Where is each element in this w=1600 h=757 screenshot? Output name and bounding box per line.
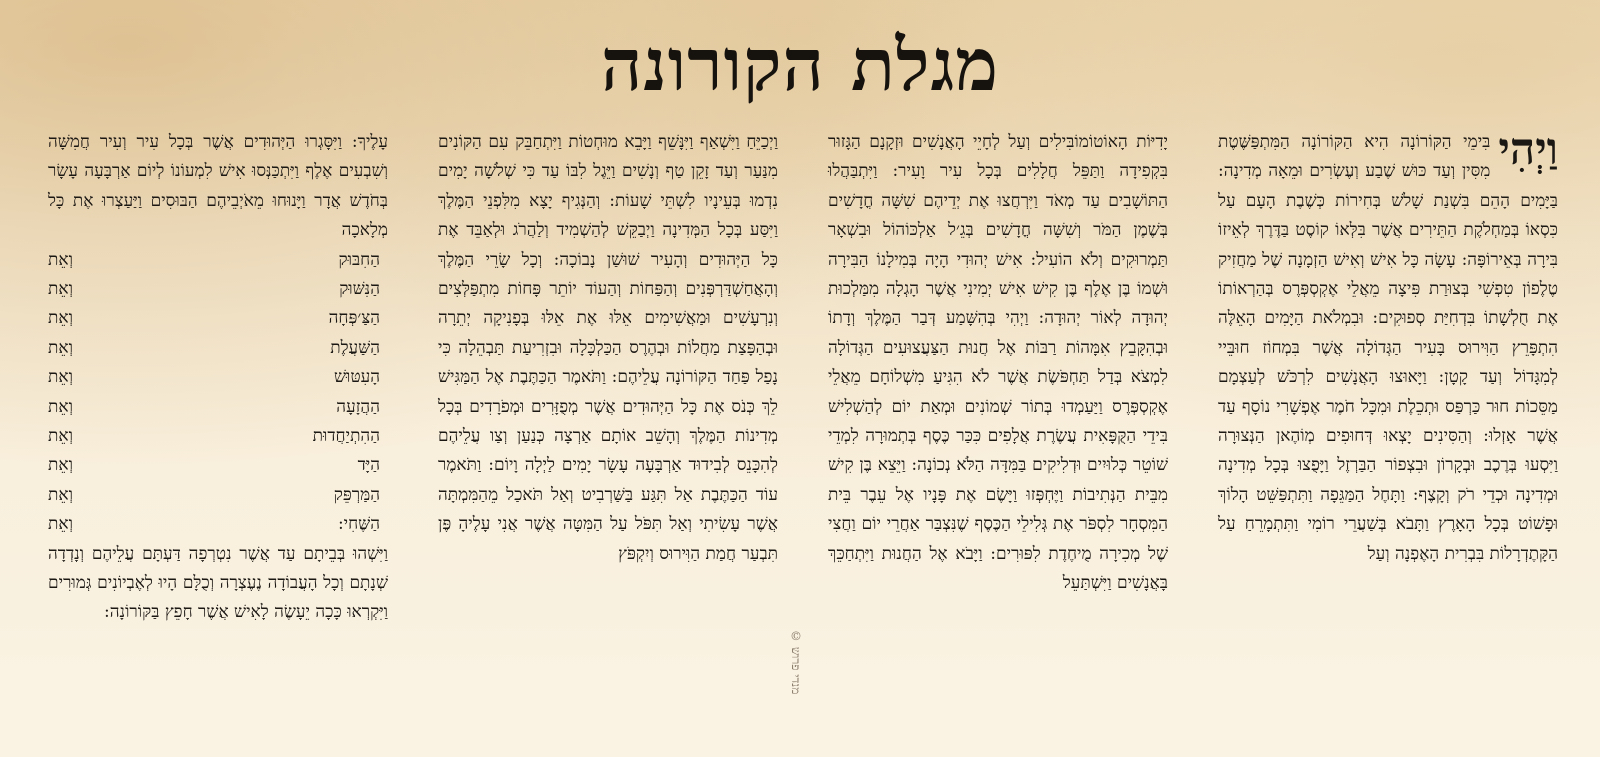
column-1-text: בִּימֵי הַקּוֹרוֹנָה הִיא הַקּוֹרוֹנָה הַמִּתְפַּשֶּׁטֶת מִסִּין וְעַד כּוּשׁ שֶׁבַע וְעֶשְׂרִים וּמֵאָה מְדִינָה: בַּיָּמִים הָהֵם בִּשְׁנַת שָׁלֹשׁ בְּחִירוֹת כְּשֶׁבֶת הָעָם עַל כִּסְאוֹ בְּמַחְלֹקֶת הַתֵּירִים אֲשֶׁר בִּלְּאוֹ קוֹסֶט בַּדֶּרֶךְ לְאֵיזוֹ בִּירָה בְּאֵירוֹפָּה: עָשָׂה כָּל אִישׁ וְאִישׁ הַזְמָנָה שֶׁל מַחֲזִיק טֶלֶפוֹן טִפְשִׁי בְּצוּרַת פִּיצָה מֵאֲלֵי אֶקְסְפְּרֶס בְּהַרְאוֹתוֹ אֶת חֻלְשָׁתוֹ בִּדְחִיַּת סְפוּקִים: וּבִמְלֹאת הַיָּמִים הָאֵלֶּה הִתְפָּרֵץ הַוִּירוּס בָּעִיר הַגְּדוֹלָה אֲשֶׁר בִּמְחוֹז חוּבֵּיי לְמִגָּדוֹל וְעַד קָטָן: וַיָּאוּצוּ הָאֲנָשִׁים לִרְכֹּשׁ לְעַצְמָם מַסֵּכוֹת חוּר כַּרְפַּס וּתְכֵלֶת וּמִכָּל חֹמֶר אֶפְשָׁרִי נוֹסָף עַד אֲשֶׁר אָזְלוּ: וְהַסִּינִים יָצְאוּ דְּחוּפִים מְוֹהֶאן הַנְּצוּרָה וַיִּסְעוּ בְּרֶכֶב וּבְקָרוֹן וּבִצְפוֹר הַבַּרְזֶל וַיָּפֻצוּ בְּכָל מְדִינָה וּמְדִינָה וּכְדֵי רֹק וְקָצֶף: וַתָּחֶל הַמַּגֵּפָה וַתִּתְפַּשֵּׁט הָלוֹךְ וּפָשׁוֹט בְּכָל הָאָרֶץ וַתָּבֹא בְּשַׁעֲרֵי רוֹמִי וַתִּתְמָרֵחַ עַל הַקָּתֶדְרָלוֹת בִּבְרִית הָאֶפְנָה וְעַל xyxy=(1218,132,1558,564)
page-title: מגלת הקורונה xyxy=(600,22,1000,107)
list-item: הַמַּרְפֵּק וְאֵת xyxy=(48,484,380,505)
list-item: הַנִּשּׁוּק וְאֵת xyxy=(48,279,380,300)
list-item: הַשֶּׁחִי: וְאֵת xyxy=(48,514,380,535)
list-item: הַהִתְיַחֲדוּת וְאֵת xyxy=(48,425,380,446)
artist-credit: מנדי פרוש © xyxy=(789,629,803,695)
column-4-text-bottom: וַיִּשְׁהוּ בְּבֵיתָם עַד אֲשֶׁר נִטְרְפָה דַּעְתָּם עֲלֵיהֶם וְנָדְדָה שְׁנָתָם וְכָל הָעֲבוֹדָה נֶעֶצְרָה וְכֻלָּם הָיוּ לְאֶבְיוֹנִים גְּמוּרִים וַיִּקְרְאוּ כָּכָה יֵעָשֶׂה לָאִישׁ אֲשֶׁר חָפֵץ בַּקּוֹרוֹנָה: xyxy=(48,543,388,623)
list-item: הַיָּד וְאֵת xyxy=(48,455,380,476)
text-column-1 xyxy=(1218,124,1558,569)
column-2-text: יָדִיּוֹת הָאוֹטוֹמוֹבִּילִים וְעַל לְחָיֵי הָאֲנָשִׁים וּזְקָנָם הַגָּזוּר בִּקְפִידָה וַתַּפֵּל חֲלָלִים בְּכָל עִיר וָעִיר: וַיִּתְבַּהֲלוּ הַתּוֹשָׁבִים עַד מְאֹד וַיִּרְחֲצוּ אֶת יְדֵיהֶם שִׁשָּׁה חֳדָשִׁים בְּשֶׁמֶן הַמֹּר וְשִׁשָּׁה חֳדָשִׁים בְּגֵ׳ל אַלְכּוֹהוֹל וּבִשְׁאָר תַּמְרוּקִים וְלֹא הוֹעִיל: אִישׁ יְהוּדִי הָיָה בְּמִילָנוֹ הַבִּירָה וּשְׁמוֹ בֶּן אֶלֶף בֶּן קִישׁ אִישׁ יְמִינִי אֲשֶׁר הָגְלָה מִמַּלְכוּת יְהוּדָה לְאוֹר יְהוּדָה: וַיְהִי בְּהִשָּׁמַע דְּבַר הַמֶּלֶךְ וְדָתוֹ וּבְהִקָּבֵץ אִמָּהוֹת רַבּוֹת אֶל חֲנוּת הַצַּעֲצוּעִים הַגְּדוֹלָה לִמְצֹא בְּדַל תַּחְפֹּשֶׂת אֲשֶׁר לֹא הִגִּיעַ מִשְׁלוֹחָם מֵאֲלֵי אֶקְסְפְּרֶס וַיַּעַמְדוּ בְּתוֹר שְׁמוֹנִים וּמְאַת יוֹם לְהַשְׁלִישׁ בִּידֵי הַקֻּפָּאִית עֲשֶׂרֶת אֲלָפִים כִּכַּר כֶּסֶף בְּתְמוּרָה לִמְדֵי שׁוֹטֵר כְּלוּיִים וּדְלִיקִים בַּמִּדָּה הַלֹּא נְכוֹנָה: וַיֵּצֵא בֶּן קִישׁ מִבֵּית הַנְּתִיבוֹת וַיֶּחְפְּזוּ וַיָּשֶׂם אֶת פָּנָיו אֶל עֵבֶר בֵּית הַמִּסְחָר לִסְפֹּר אֶת גְּלִילֵי הַכֶּסֶף שֶׁנִּצְבַּר אַחֲרֵי יוֹם וַחֲצִי שֶׁל מְכִירָה מֻיחֶדֶת לִפּוּרִים: וַיָּבֹא אֶל הַחֲנוּת וַיִּתְחַכֵּךְ בָּאֲנָשִׁים וַיִּשְׁתַּעֵל xyxy=(828,132,1168,594)
column-4-text-top: עָלֶיךָ: וַיִּסָּגְרוּ הַיְּהוּדִים אֲשֶׁר בְּכָל עִיר וְעִיר חֲמִשָּׁה וְשִׁבְעִים אֶלֶף וַיִּתְכַּנְּסוּ אִישׁ לִמְעוֹנוֹ לְיוֹם אַרְבָּעָה עָשָׂר בְּחֹדֶשׁ אֲדָר וַיָּנוּחוּ מֵאֹיְבֵיהֶם הַבּוּסִים וַיַּעַצְרוּ אֶת כָּל מְלָאכָה xyxy=(48,132,388,241)
column-3-text: וַיְכַיֵּחַ וַיִּשְׁאַף וַיִּנָּשֵׁף וַיָּבֵא מוּחְטוֹת וַיִּתְחַבֵּק עִם הַקּוֹנִים מִנַּעַר וְעַד זָקֵן טַף וְנָשִׁים וַיֵּגֶל לִבּוֹ עַד כִּי שְׁלֹשָׁה יָמִים נִדְמוּ בְּעֵינָיו לִשְׁתֵּי שָׁעוֹת: וְהַנְּגִיף יָצָא מִלִּפְנֵי הַמֶּלֶךְ וַיִּסַּע בְּכָל הַמְּדִינָה וַיְבַקֵּשׁ לְהַשְׁמִיד וְלַהֲרֹג וּלְאַבֵּד אֶת כָּל הַיְּהוּדִים וְהָעִיר שׁוּשַׁן נָבוֹכָה: וְכָל שָׂרֵי הַמֶּלֶךְ וְהָאֲחַשְׁדַּרְפְּנִים וְהַפַּחוֹת וְהַעוֹד יוֹתֵר פָּחוֹת מִתְפַּלְּצִים וְנִרְעָשִׁים וּמַאֲשִׁימִים אֵלּוּ אֶת אֵלּוּ בְּפָנִיקָה יְתֵרָה וּבְהַפָּצַת מַחֲלוֹת וּבְהֶרֶס הַכַּלְכָּלָה וּבִזְרִיעַת תַּבְהֵלָה כִּי נָפַל פַּחַד הַקּוֹרוֹנָה עֲלֵיהֶם: וַתֹּאמֶר הַכַּתֶּבֶת אֶל הַמַּגִּישׁ לֵךְ כְּנֹס אֶת כָּל הַיְּהוּדִים אֲשֶׁר מְפֻזָּרִים וּמְפֹרָדִים בְּכָל מְדִינוֹת הַמֶּלֶךְ וְהָשֵׁב אוֹתָם אַרְצָה כְּנַעַן וְצַו עֲלֵיהֶם לְהִכָּנֵס לְבִידוּד אַרְבָּעָה עָשָׂר יָמִים לַיְלָה וָיוֹם: וַתֹּאמֶר עוֹד הַכַּתֶּבֶת אַל תִּגַּע בַּשַּׁרְבִיט וְאַל תֹּאכַל מֵהַמִּמְתָּה אֲשֶׁר עָשִׂיתִי וְאַל תִּפֹּל עַל הַמִּטָּה אֲשֶׁר אֲנִי עָלֶיהָ פֶּן תִּבְעַר חֲמַת הַוִּירוּס וְיִקְפֹּץ xyxy=(438,132,778,564)
text-column-4 xyxy=(48,128,388,628)
list-item: הַחִבּוּק וְאֵת xyxy=(48,249,380,270)
list-item: הַשַּׁעֲלֶת וְאֵת xyxy=(48,337,380,358)
list-item: הַצַּ׳פְּחָה וְאֵת xyxy=(48,308,380,329)
list-item: הַהֲזָעָה וְאֵת xyxy=(48,396,380,417)
text-column-2 xyxy=(828,128,1168,599)
text-column-3 xyxy=(438,128,778,569)
list-item: הָעִטּוּשׁ וְאֵת xyxy=(48,367,380,388)
opening-word: וַיְהִי xyxy=(1498,124,1558,175)
list-of-ten xyxy=(48,246,388,540)
